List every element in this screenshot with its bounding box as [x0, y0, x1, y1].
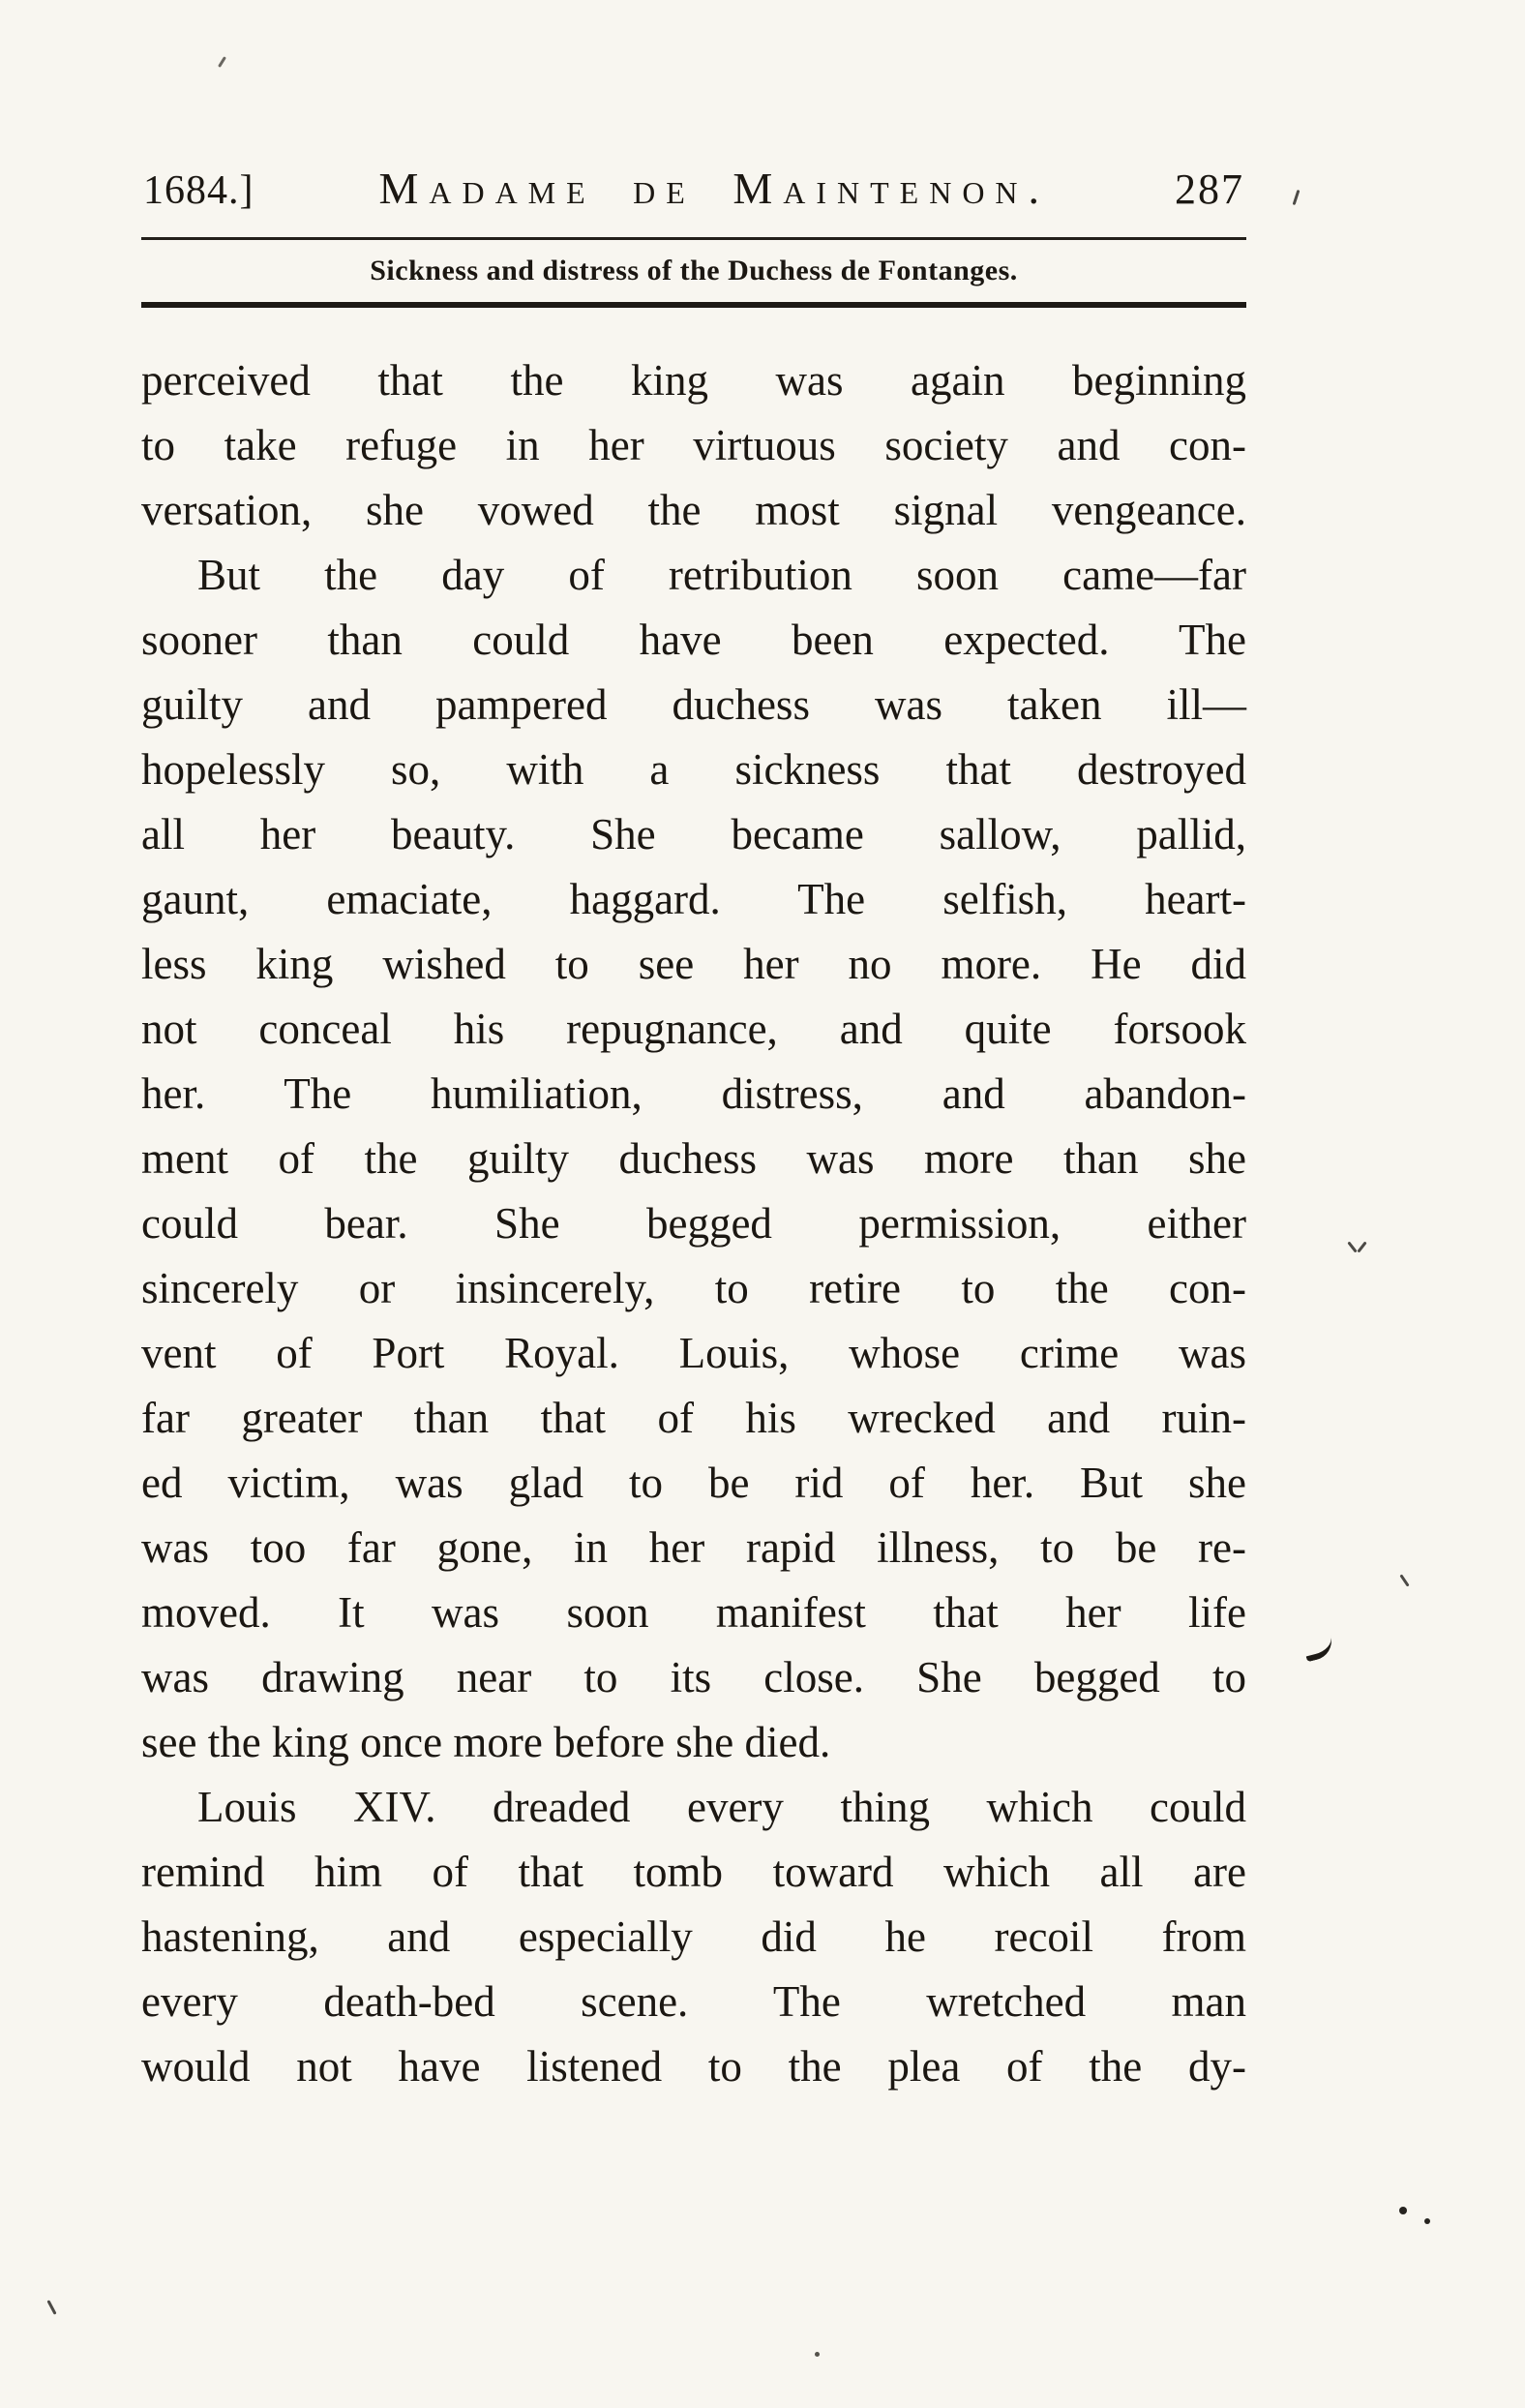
text-line: hopelessly so, with a sickness that destroyed — [141, 745, 1246, 794]
text-line: all her beauty. She became sallow, pallid, — [141, 810, 1246, 858]
scan-artifact — [1293, 190, 1301, 205]
body-text — [141, 348, 1246, 2099]
text-line: sincerely or insincerely, to retire to the con- — [141, 1264, 1246, 1312]
scan-artifact — [1302, 1635, 1335, 1663]
text-line: every death-bed scene. The wretched man — [141, 1977, 1246, 2026]
header-page-number: 287 — [1175, 166, 1244, 213]
scan-artifact — [218, 56, 226, 68]
scan-artifact — [1424, 2218, 1430, 2224]
text-line: was too far gone, in her rapid illness, to be re- — [141, 1523, 1246, 1572]
text-line: her. The humiliation, distress, and abandon- — [141, 1069, 1246, 1118]
scan-artifact — [1357, 1241, 1366, 1252]
text-line: less king wished to see her no more. He did — [141, 940, 1246, 988]
page-content — [141, 163, 1246, 2099]
scan-artifact — [1347, 1241, 1357, 1252]
text-line: ed victim, was glad to be rid of her. But she — [141, 1459, 1246, 1507]
text-line: Louis XIV. dreaded every thing which could — [197, 1783, 1246, 1831]
text-line: would not have listened to the plea of the dy- — [141, 2042, 1246, 2091]
text-line: gaunt, emaciate, haggard. The selfish, heart- — [141, 875, 1246, 923]
header-divider-thin — [141, 237, 1246, 240]
scan-artifact — [1399, 1574, 1409, 1586]
text-line: far greater than that of his wrecked and ruin- — [141, 1394, 1246, 1442]
text-line: versation, she vowed the most signal vengeance. — [141, 486, 1246, 534]
text-line: see the king once more before she died. — [141, 1718, 831, 1766]
page-header — [141, 163, 1246, 214]
running-head: Sickness and distress of the Duchess de Fontanges. — [370, 255, 1018, 286]
header-divider-thick — [141, 302, 1246, 308]
scan-artifact — [815, 2352, 820, 2357]
text-line: vent of Port Royal. Louis, whose crime was — [141, 1329, 1246, 1377]
text-line: to take refuge in her virtuous society and con- — [141, 421, 1246, 469]
text-line: was drawing near to its close. She begged to — [141, 1653, 1246, 1701]
text-line: sooner than could have been expected. The — [141, 616, 1246, 664]
text-line: guilty and pampered duchess was taken ill— — [141, 680, 1246, 729]
text-line: perceived that the king was again beginning — [141, 356, 1246, 405]
text-line: remind him of that tomb toward which all are — [141, 1848, 1246, 1896]
scan-artifact — [46, 2300, 56, 2315]
header-title: Madame de Maintenon. — [378, 164, 1051, 213]
text-line: could bear. She begged permission, either — [141, 1199, 1246, 1248]
text-line: hastening, and especially did he recoil from — [141, 1912, 1246, 1961]
text-line: not conceal his repugnance, and quite forsook — [141, 1005, 1246, 1053]
paragraph — [141, 348, 1246, 543]
text-line: moved. It was soon manifest that her life — [141, 1588, 1246, 1637]
paragraph — [141, 1775, 1246, 2099]
header-date: 1684.] — [143, 168, 254, 213]
scan-artifact — [1399, 2207, 1407, 2214]
paragraph — [141, 543, 1246, 1775]
text-line: ment of the guilty duchess was more than she — [141, 1134, 1246, 1183]
text-line: But the day of retribution soon came—far — [197, 551, 1246, 599]
